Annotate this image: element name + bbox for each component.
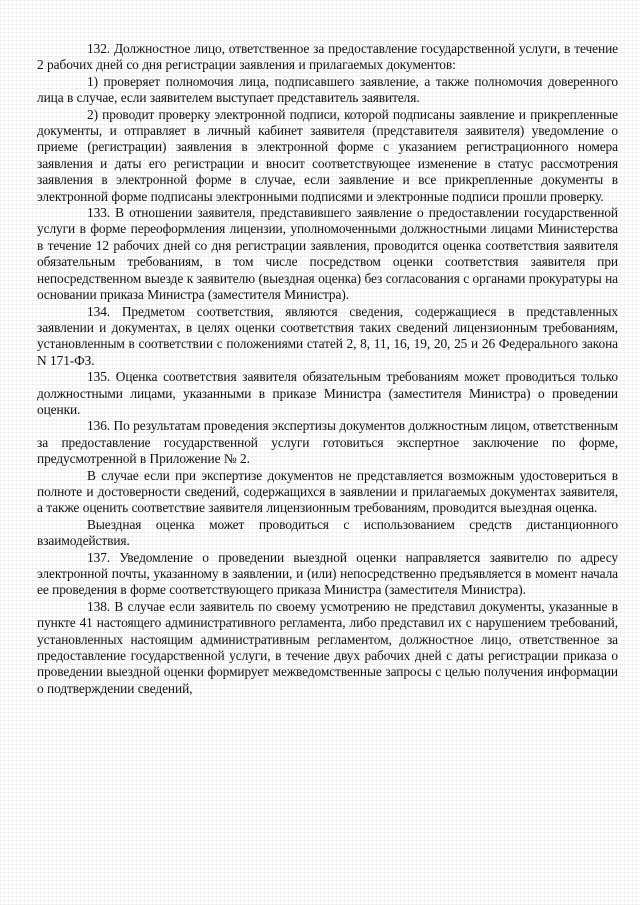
paragraph-133: 133. В отношении заявителя, представившего заявление о предоставлении государственной услуги в форме переоформления лицензии, уполномоченными должностными лицами Министерства в течение 12 рабочих дней со дня регистрации заявления, проводится оценка соответствия заявителя обязательным требованиям, в том числе посредством оценки соответствия заявителя при непосредственном выезде к заявителю (выездная оценка) без согласования с органами прокуратуры на основании приказа Министра (заместителя Министра). [37, 205, 618, 303]
paragraph-136-continued: В случае если при экспертизе документов не представляется возможным удостовериться в полноте и достоверности сведений, содержащихся в заявлении и прилагаемых документах заявителя, а также оценить соответствие заявителя лицензионным требованиям, проводится выездная оценка. [37, 467, 618, 516]
paragraph-136: 136. По результатам проведения экспертизы документов должностным лицом, ответственным за предоставление государственной услуги готовиться экспертное заключение по форме, предусмотренной в Приложение № 2. [37, 418, 618, 467]
paragraph-132-item-1: 1) проверяет полномочия лица, подписавшего заявление, а также полномочия доверенного лица в случае, если заявителем выступает представитель заявителя. [37, 73, 618, 106]
paragraph-134: 134. Предметом соответствия, являются сведения, содержащиеся в представленных заявлении и документах, в целях оценки соответствия таких сведений лицензионным требованиям, установленным в соответствии с положениями статей 2, 8, 11, 16, 19, 20, 25 и 26 Федерального закона N 171-ФЗ. [37, 303, 618, 368]
paragraph-remote-assessment: Выездная оценка может проводиться с использованием средств дистанционного взаимодействия. [37, 516, 618, 549]
paragraph-137: 137. Уведомление о проведении выездной оценки направляется заявителю по адресу электронной почты, указанному в заявлении, и (или) непосредственно предъявляется в момент начала ее проведения в форме соответствующего приказа Министра (заместителя Министра). [37, 549, 618, 598]
paragraph-132: 132. Должностное лицо, ответственное за предоставление государственной услуги, в течение 2 рабочих дней со дня регистрации заявления и прилагаемых документов: [37, 41, 618, 73]
paragraph-135: 135. Оценка соответствия заявителя обязательным требованиям может проводиться только должностными лицами, указанными в приказе Министра (заместителя Министра) о проведении оценки. [37, 369, 618, 417]
paragraph-138: 138. В случае если заявитель по своему усмотрению не представил документы, указанные в пункте 41 настоящего административного регламента, либо представил их с нарушением требований, установленных настоящим административным регламентом, должностное лицо, ответственное за предоставление государственной услуги, в течение двух рабочих дней с даты регистрации приказа о проведении выездной оценки формирует межведомственные запросы с целью получения информации о подтверждении сведений, [37, 598, 618, 696]
paragraph-132-item-2: 2) проводит проверку электронной подписи, которой подписаны заявление и прикрепленные документы, и отправляет в личный кабинет заявителя (представителя заявителя) уведомление о приеме (регистрации) заявления в электронной форме с указанием регистрационного номера заявления и даты его регистрации и вносит соответствующее изменение в статус рассмотрения заявления в электронной форме в случае, если заявление и все прикрепленные документы в электронной форме подписаны электронными подписями и электронные подписи прошли проверку. [37, 106, 618, 204]
